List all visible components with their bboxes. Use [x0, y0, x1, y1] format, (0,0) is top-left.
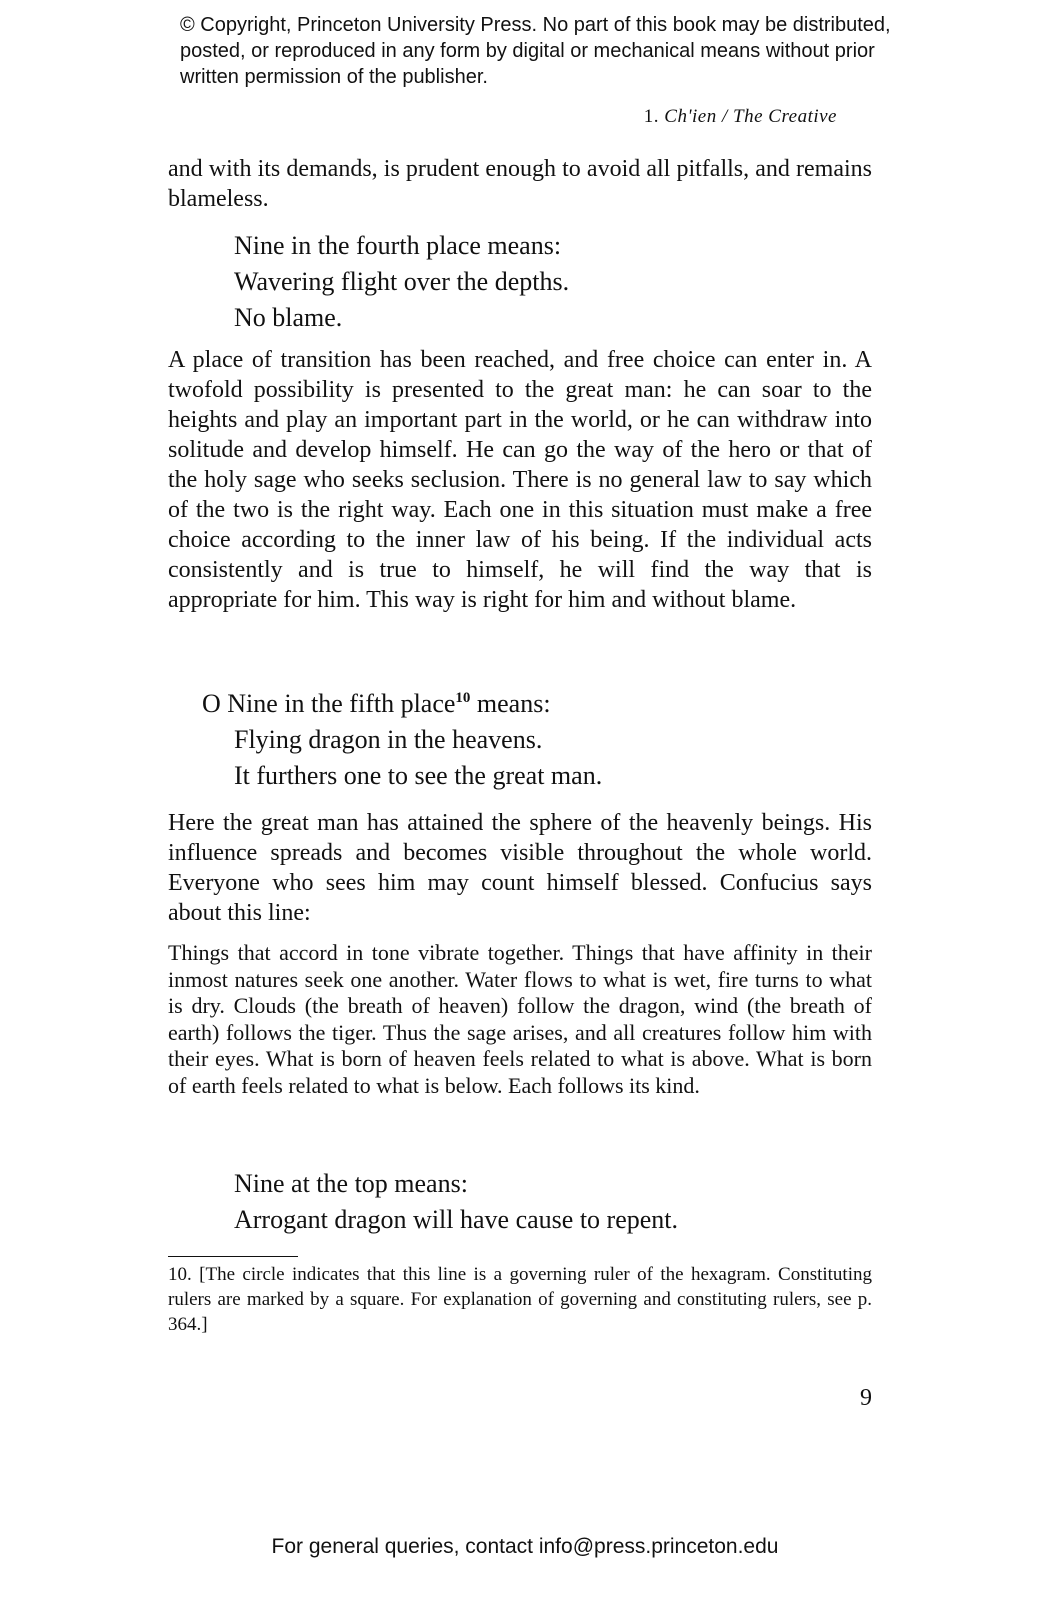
verse-line-text: means: — [470, 689, 551, 718]
paragraph-fourth-place: A place of transition has been reached, and free choice can enter in. A twofold possibility is presented to the great man: he can soar to the heights and play an important part in the world, or he can withdraw into solitude and develop himself. He can go the way of the hero or that of the holy sage who seeks seclusion. There is no general law to say which of the two is the right way. Each one in this situation must make a free choice according to the inner law of his being. If the individual acts consistently and is true to himself, he will find the way that is appropriate for him. This way is right for him and without blame. — [168, 347, 872, 613]
verse-line — [202, 686, 854, 722]
verse-line-text: Nine in the fifth place — [227, 689, 456, 718]
verse-fourth-place — [234, 228, 854, 336]
footnote-divider — [168, 1256, 298, 1257]
running-head-title: Ch'ien / The Creative — [664, 106, 837, 127]
verse-line: Wavering flight over the depths. — [234, 267, 570, 296]
verse-line: Nine at the top means: — [234, 1169, 468, 1198]
verse-line: Flying dragon in the heavens. — [234, 725, 543, 754]
verse-line: Nine in the fourth place means: — [234, 231, 562, 260]
paragraph-fifth-place: Here the great man has attained the sphere of the heavenly beings. His influence spreads and becomes visible throughout the whole world. Everyone who sees him may count himself blessed. Confucius says about this line: — [168, 810, 872, 926]
copyright-notice: © Copyright, Princeton University Press. No part of this book may be distributed, posted, or reproduced in any form by digital or mechanical means without prior written permission of the publisher. — [180, 14, 891, 88]
governing-ruler-circle-icon: O — [202, 689, 221, 718]
verse-fifth-place — [202, 686, 854, 794]
paragraph-continuation: and with its demands, is prudent enough to avoid all pitfalls, and remains blameless. — [168, 156, 872, 212]
block-quote-confucius: Things that accord in tone vibrate together. Things that have affinity in their inmost natures seek one another. Water flows to what is wet, fire turns to what is dry. Clouds (the breath of heaven) follow the dragon, wind (the breath of earth) follows the tiger. Thus the sage arises, and all creatures follow him with their eyes. What is born of heaven feels related to what is above. What is born of earth feels related to what is below. Each follows its kind. — [168, 940, 872, 1098]
running-head — [644, 106, 837, 128]
verse-line: No blame. — [234, 303, 343, 332]
verse-top-place — [234, 1166, 854, 1238]
verse-line: Arrogant dragon will have cause to repent. — [234, 1205, 679, 1234]
page-number: 9 — [860, 1385, 872, 1411]
verse-line: It furthers one to see the great man. — [234, 761, 603, 790]
running-head-number: 1. — [643, 106, 660, 127]
footer-contact: For general queries, contact info@press.princeton.edu — [271, 1535, 779, 1558]
footnote-reference: 10 — [455, 690, 471, 706]
footnote-10: 10. [The circle indicates that this line is a governing ruler of the hexagram. Constituting rulers are marked by a square. For explanation of governing and constituting rulers, see p. 364.] — [168, 1264, 872, 1335]
